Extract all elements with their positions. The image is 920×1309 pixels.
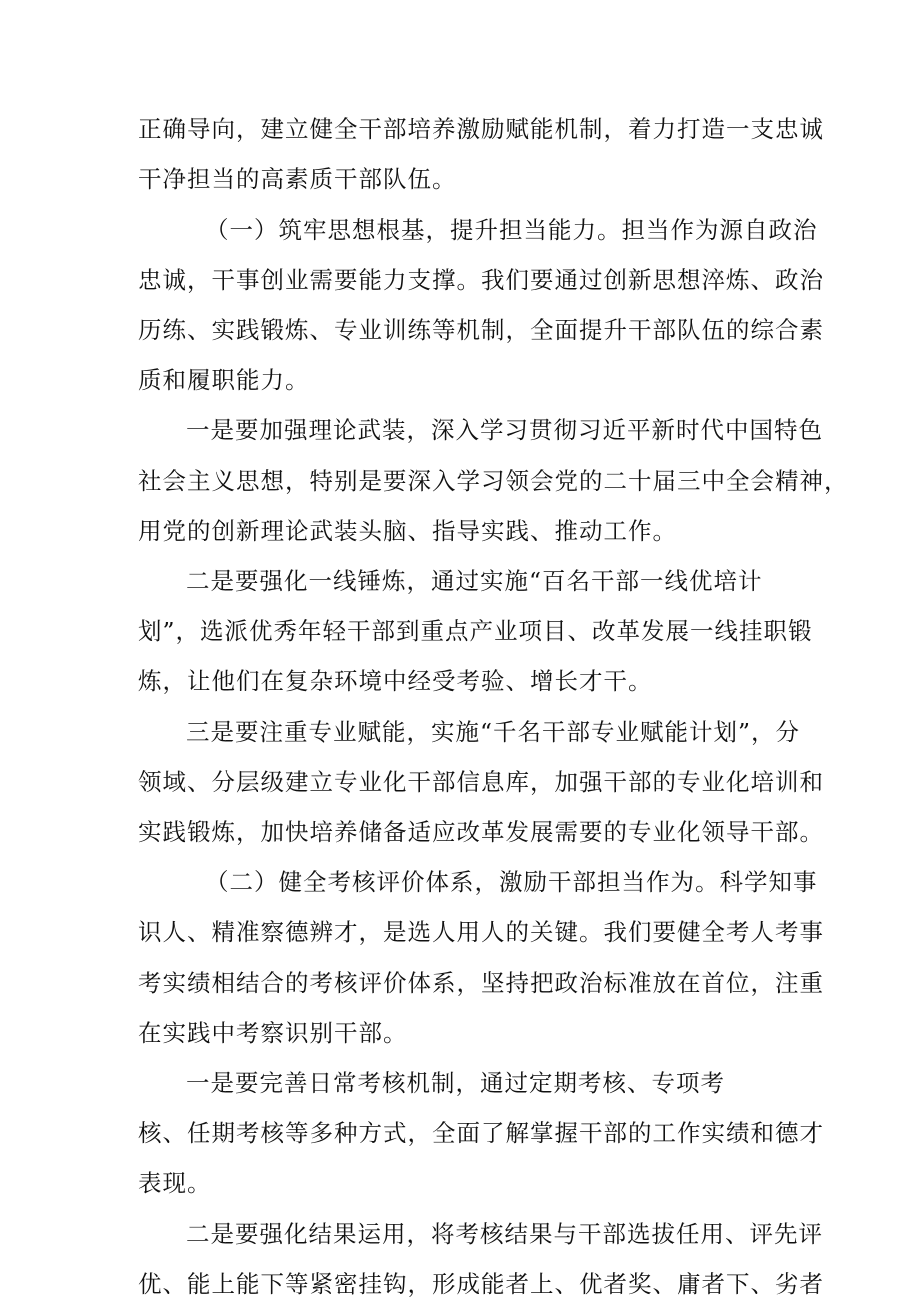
text-line-21: 核、任期考核等多种方式，全面了解掌握干部的工作实绩和德才	[138, 1119, 824, 1147]
text-line-9: 用党的创新理论武装头脑、指导实践、推动工作。	[138, 517, 677, 545]
text-line-11: 划”，选派优秀年轻干部到重点产业项目、改革发展一线挂职锻	[138, 617, 813, 645]
text-line-6: 质和履职能力。	[138, 366, 310, 394]
text-line-15: 实践锻炼，加快培养储备适应改革发展需要的专业化领导干部。	[138, 818, 824, 846]
text-line-7: 一是要加强理论武装，深入学习贯彻习近平新时代中国特色	[186, 416, 823, 444]
text-line-22: 表现。	[138, 1169, 212, 1197]
text-line-12: 炼，让他们在复杂环境中经受考验、增长才干。	[138, 667, 653, 695]
text-line-1: 正确导向，建立健全干部培养激励赋能机制，着力打造一支忠诚	[138, 115, 824, 143]
text-line-14: 领域、分层级建立专业化干部信息库，加强干部的专业化培训和	[138, 768, 824, 796]
text-line-18: 考实绩相结合的考核评价体系，坚持把政治标准放在首位，注重	[138, 969, 824, 997]
text-line-19: 在实践中考察识别干部。	[138, 1019, 408, 1047]
text-line-2: 干净担当的高素质干部队伍。	[138, 165, 457, 193]
text-line-17: 识人、精准察德辨才，是选人用人的关键。我们要健全考人考事	[138, 918, 824, 946]
text-line-24: 优、能上能下等紧密挂钩，形成能者上、优者奖、庸者下、劣者	[138, 1270, 824, 1298]
text-line-8: 社会主义思想，特别是要深入学习领会党的二十届三中全会精神，	[138, 467, 849, 495]
text-line-5: 历练、实践锻炼、专业训练等机制，全面提升干部队伍的综合素	[138, 316, 824, 344]
text-line-16: （二）健全考核评价体系，激励干部担当作为。科学知事	[205, 868, 818, 896]
text-line-23: 二是要强化结果运用，将考核结果与干部选拔任用、评先评	[186, 1220, 823, 1248]
text-line-4: 忠诚，干事创业需要能力支撑。我们要通过创新思想淬炼、政治	[138, 266, 824, 294]
text-line-10: 二是要强化一线锤炼，通过实施“百名干部一线优培计	[186, 567, 763, 595]
text-line-3: （一）筑牢思想根基，提升担当能力。担当作为源自政治	[205, 216, 818, 244]
text-line-13: 三是要注重专业赋能，实施“千名干部专业赋能计划”，分	[186, 718, 801, 746]
text-line-20: 一是要完善日常考核机制，通过定期考核、专项考	[186, 1069, 725, 1097]
